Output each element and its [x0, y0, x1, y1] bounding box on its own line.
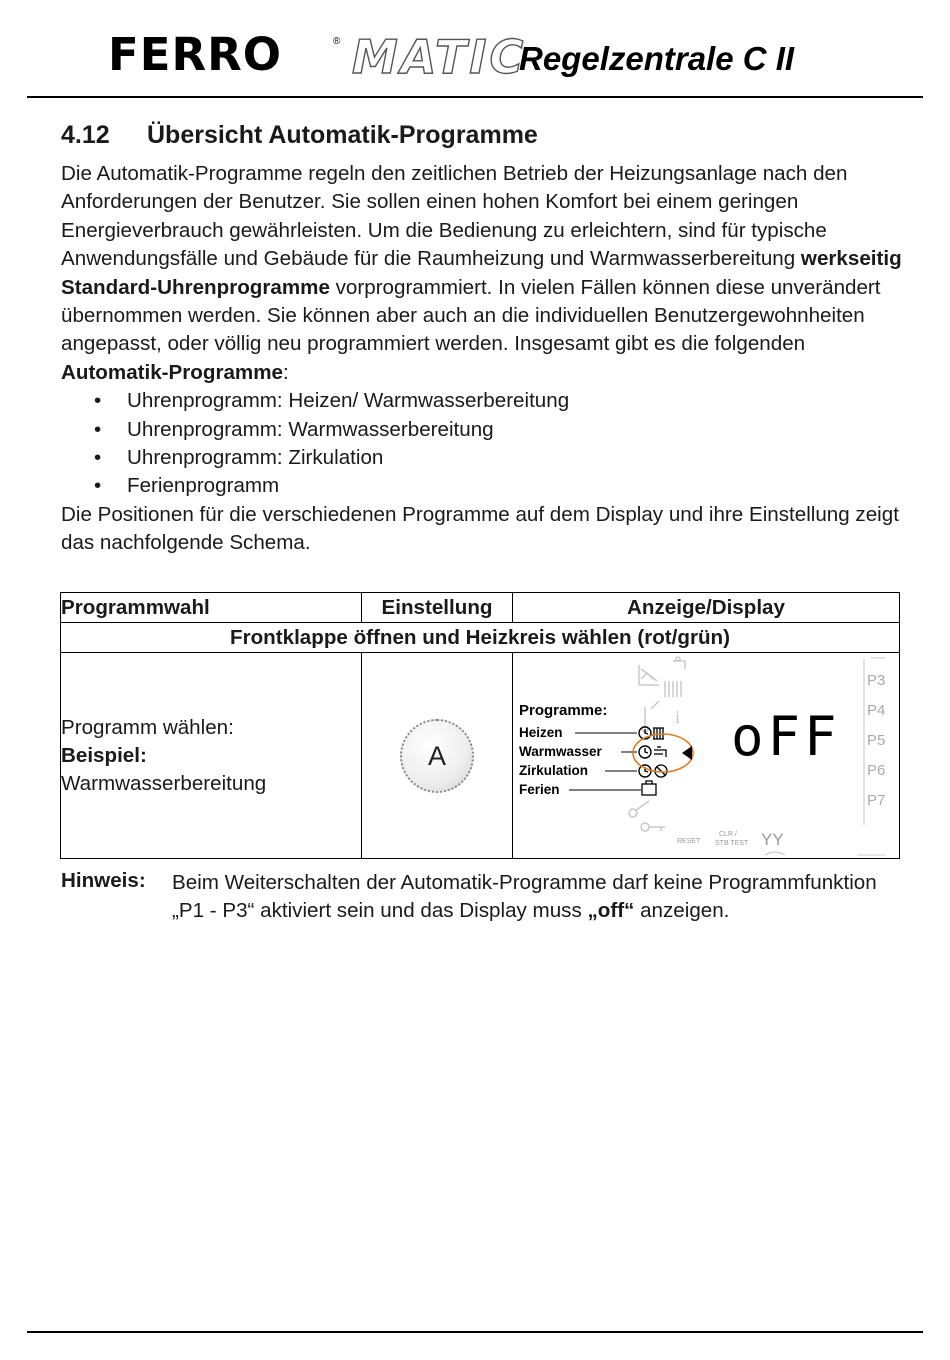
suitcase-icon [642, 781, 656, 795]
clr-label: CLR / [719, 831, 737, 838]
note-text: Beim Weiterschalten der Automatik-Programme darf keine Programmfunktion „P1 - P3“ aktiviert sein und das Display muss „off“ anzeigen. [172, 871, 877, 923]
leader-lines [569, 733, 641, 790]
tap-icon [673, 657, 685, 669]
intro-text-bold: werkseitig Standard-Uhrenprogramme [61, 247, 902, 299]
column-header-anzeige: Anzeige/Display [513, 593, 900, 623]
curve-icon [639, 665, 659, 685]
select-label: Programm wählen: [61, 715, 234, 739]
intro-text-1: Die Automatik-Programme regeln den zeitlichen Betrieb der Heizungsanlage nach den Anforderungen der Benutzer. Sie sollen einen hohen Komfort bei einem geringen Energieverbrauch gewährleisten. Um die Bedienung zu erleichtern, sind für typische Anwendungsfälle und Gebäude für die Raumheizung und Warmwasserbereitung [61, 162, 848, 271]
table-banner: Frontklappe öffnen und Heizkreis wählen (rot/grün) [61, 623, 900, 653]
column-header-einstellung: Einstellung [362, 593, 513, 623]
key-icon [641, 823, 665, 831]
display-diagram [513, 653, 899, 858]
bottom-arc [765, 852, 785, 855]
reset-label: RESET [677, 838, 701, 845]
tap-small-icon [654, 747, 666, 757]
footer-divider [27, 1331, 923, 1333]
list-heading: Automatik-Programme: [61, 360, 289, 384]
stb-test-label: STB TEST [715, 840, 749, 847]
table-banner-row [61, 623, 900, 653]
display-label-heizen: Heizen [519, 725, 563, 740]
list-item: • Uhrenprogramm: Zirkulation [61, 444, 911, 472]
p-label: P4 [867, 702, 886, 719]
list-item: • Uhrenprogramm: Warmwasserbereitung [61, 416, 911, 444]
document-subtitle: Regelzentrale C II [519, 40, 795, 77]
table-row [61, 653, 900, 859]
radiator-icon [665, 681, 681, 697]
program-schema-table [60, 592, 900, 859]
registered-mark: ® [333, 36, 341, 47]
intro-text-2: vorprogrammiert. In vielen Fällen können diese unverändert übernommen werden. Sie können aber auch an die individuellen Benutzergewohnheiten angepasst, oder völlig neu programmiert werden. Insgesamt gibt es die folgenden [61, 275, 881, 356]
selection-arrow-icon [682, 746, 692, 760]
display-programs-heading: Programme: [519, 702, 608, 719]
display-label-ferien: Ferien [519, 782, 560, 797]
column-header-programmwahl: Programmwahl [61, 593, 362, 623]
page-header [0, 0, 950, 98]
list-item: • Ferienprogramm [61, 472, 911, 500]
setting-cell [362, 653, 513, 859]
brand-ferro: FERRO [108, 28, 283, 81]
intro-paragraph [61, 160, 911, 359]
note-label: Hinweis: [61, 869, 146, 892]
program-select-cell [61, 653, 362, 859]
section-title: Übersicht Automatik-Programme [147, 121, 538, 149]
p-label: P6 [867, 762, 886, 779]
p-label: P5 [867, 732, 886, 749]
list-item: • Uhrenprogramm: Heizen/ Warmwasserbereitung [61, 387, 911, 415]
info-icon: i [675, 707, 681, 727]
section-body [61, 160, 911, 558]
section-number: 4.12 [61, 121, 110, 149]
program-list [61, 387, 911, 501]
wrench-icon [629, 801, 649, 817]
positions-paragraph: Die Positionen für die verschiedenen Programme auf dem Display und ihre Einstellung zeigt das nachfolgende Schema. [61, 502, 899, 555]
display-label-zirkulation: Zirkulation [519, 763, 589, 778]
header-divider [27, 96, 923, 98]
table-header-row [61, 593, 900, 623]
display-label-warmwasser: Warmwasser [519, 744, 602, 759]
selector-knob-a[interactable]: A [400, 719, 474, 793]
example-value: Warmwasserbereitung [61, 771, 267, 795]
p-label: P7 [867, 792, 886, 809]
yy-label: YY [761, 830, 784, 849]
p-label: P3 [867, 672, 886, 689]
example-label: Beispiel: [61, 743, 147, 767]
display-cell [513, 653, 900, 859]
display-value: oFF [731, 705, 841, 768]
brand-matic: MATIC [352, 30, 527, 84]
